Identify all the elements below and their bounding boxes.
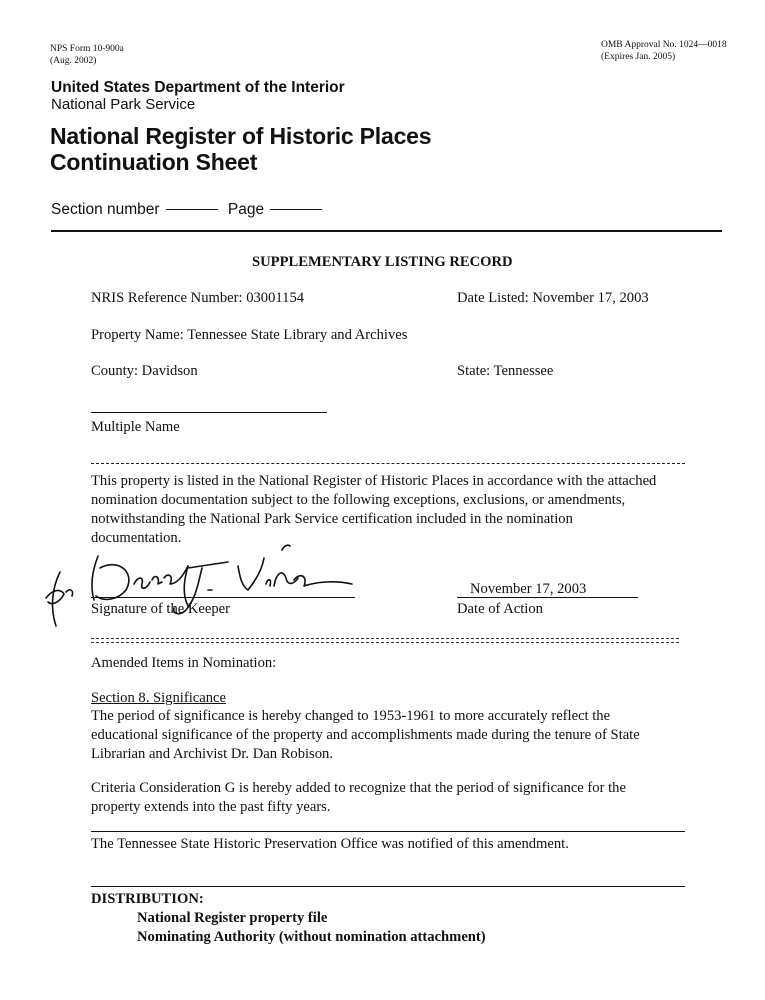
certification-line: This property is listed in the National Register of Historic Places in accordance with the attached — [91, 473, 657, 489]
multiple-name-label: Multiple Name — [91, 419, 180, 435]
property-name: Property Name: Tennessee State Library and Archives — [91, 327, 408, 343]
header-divider — [51, 230, 722, 232]
paragraph-line: Librarian and Archivist Dr. Dan Robison. — [91, 746, 333, 762]
agency-name: National Park Service — [51, 96, 196, 113]
distribution-item: National Register property file — [137, 910, 328, 926]
amendment-paragraph-1 — [91, 707, 640, 764]
shpo-notification: The Tennessee State Historic Preservation Office was notified of this amendment. — [91, 836, 569, 852]
state: State: Tennessee — [457, 363, 554, 379]
form-number: NPS Form 10-900a — [50, 44, 124, 54]
date-of-action-label: Date of Action — [457, 601, 543, 617]
dashed-divider — [91, 463, 685, 464]
double-dashed-divider — [91, 638, 679, 643]
notification-divider — [91, 831, 685, 832]
paragraph-line: The period of significance is hereby changed to 1953-1961 to more accurately reflect the — [91, 708, 611, 724]
page-title-line1: National Register of Historic Places — [50, 123, 432, 149]
section-number-blank — [166, 208, 218, 210]
multiple-name-line — [91, 412, 327, 413]
page-label: Page — [227, 201, 265, 218]
certification-line: documentation. — [91, 530, 182, 546]
distribution-divider — [91, 886, 685, 887]
amendment-section-title: Section 8. Significance — [91, 690, 226, 706]
section-number-label: Section number — [51, 201, 160, 218]
signature-line — [91, 597, 355, 598]
omb-approval: OMB Approval No. 1024—0018 — [601, 40, 727, 50]
page-title-line2: Continuation Sheet — [50, 149, 258, 175]
amendments-heading: Amended Items in Nomination: — [91, 655, 277, 671]
record-heading: SUPPLEMENTARY LISTING RECORD — [252, 254, 513, 270]
department-name: United States Department of the Interior — [51, 79, 345, 96]
section-page-line — [51, 201, 328, 219]
paragraph-line: educational significance of the property and accomplishments made during the tenure of State — [91, 727, 640, 743]
distribution-item: Nominating Authority (without nomination attachment) — [137, 929, 486, 945]
signature-label: Signature of the Keeper — [91, 601, 230, 617]
amendment-paragraph-2 — [91, 779, 626, 817]
action-date-line — [457, 597, 638, 598]
county: County: Davidson — [91, 363, 198, 379]
page-number-blank — [270, 208, 322, 210]
date-listed: Date Listed: November 17, 2003 — [457, 290, 649, 306]
action-date: November 17, 2003 — [470, 581, 587, 597]
distribution-heading: DISTRIBUTION: — [91, 891, 204, 907]
certification-line: notwithstanding the National Park Service certification included in the nomination — [91, 511, 573, 527]
nris-reference: NRIS Reference Number: 03001154 — [91, 290, 305, 306]
form-date: (Aug. 2002) — [50, 56, 97, 66]
paragraph-line: Criteria Consideration G is hereby added to recognize that the period of significance for the — [91, 780, 626, 796]
paragraph-line: property extends into the past fifty years. — [91, 799, 331, 815]
omb-expires: (Expires Jan. 2005) — [601, 52, 676, 62]
certification-line: nomination documentation subject to the following exceptions, exclusions, or amendments, — [91, 492, 626, 508]
